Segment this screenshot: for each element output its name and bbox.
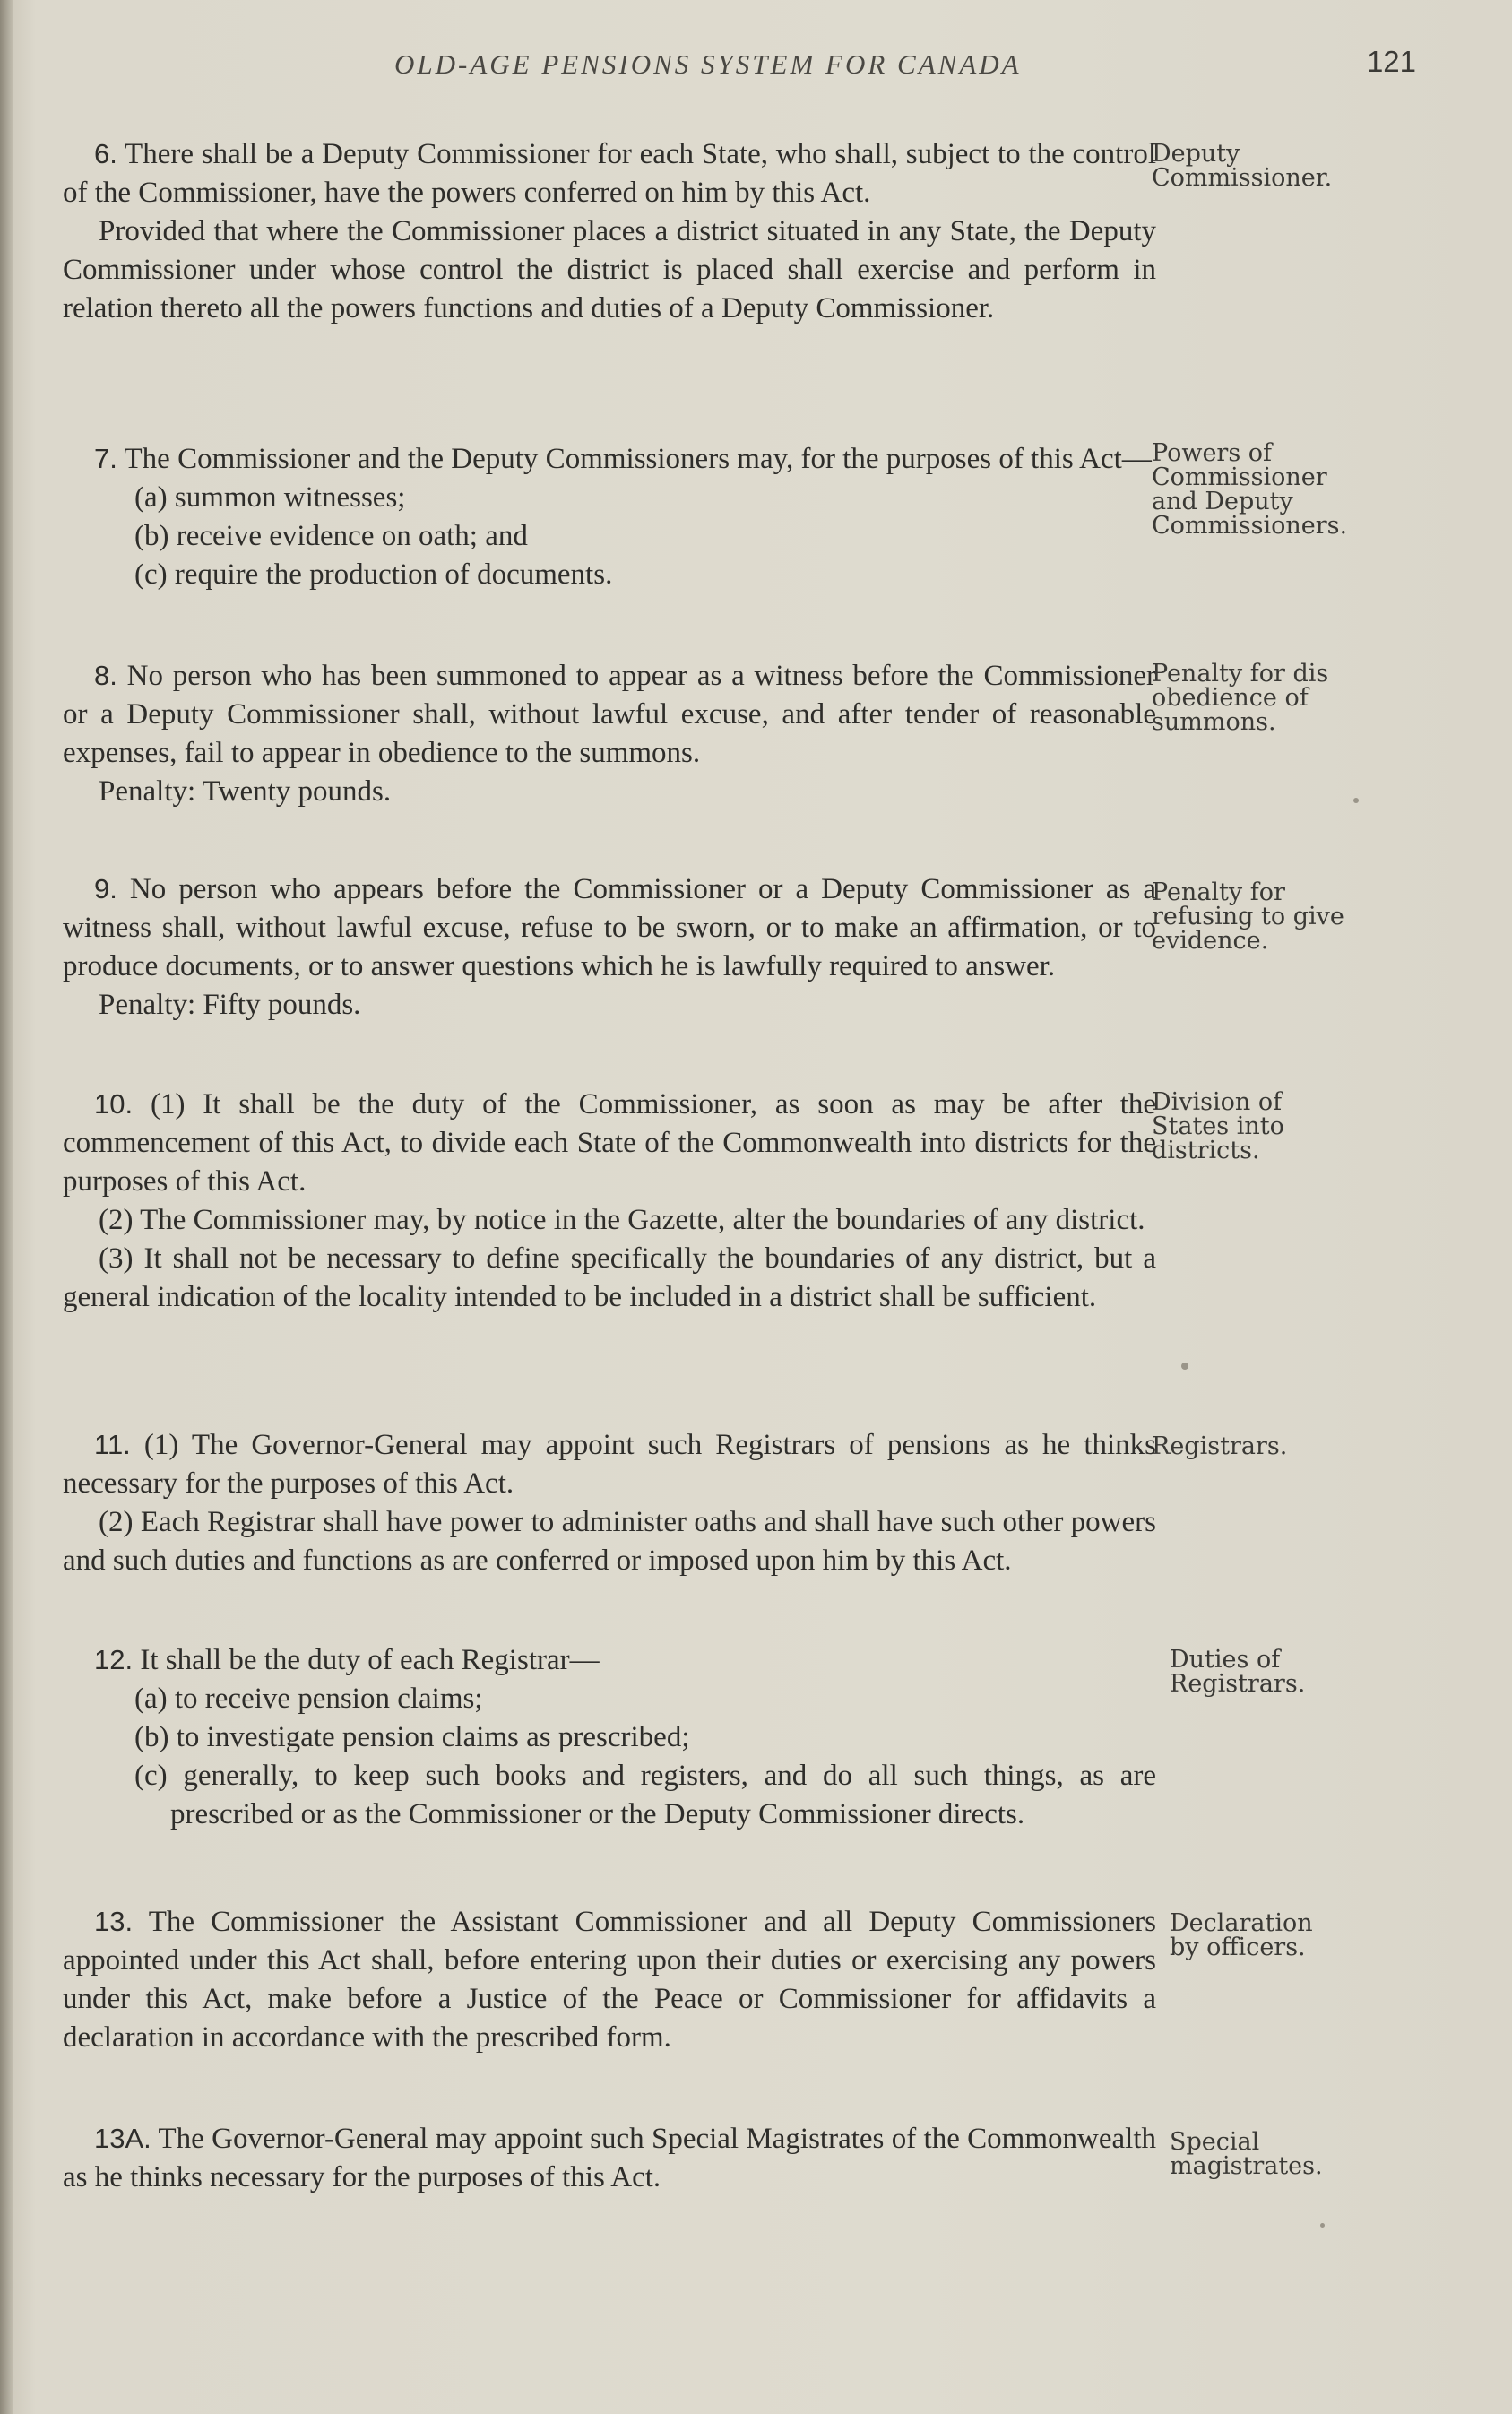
margin-note: Penalty for refusing to give evidence. [1152,878,1344,955]
section-body [63,1640,1156,1834]
section-paragraph: The Commissioner the Assistant Commissioner and all Deputy Commissioners appointed under this Act shall, before entering upon their duties or exercising any powers under this Act, make before a Justice of the Peace or Commissioner for affidavits a declaration in accordance with the prescribed form. [63,1906,1156,2054]
section-paragraph: Provided that where the Commissioner places a district situated in any State, the Deputy Commissioner under whose control the district is placed shall exercise and perform in relation thereto all the powers functions and duties of a Deputy Commissioner. [63,215,1156,324]
list-item: (b) receive evidence on oath; and [134,520,528,552]
margin-note: Deputy Commissioner. [1152,140,1333,192]
section-paragraph: It shall be the duty of each Registrar— [140,1644,600,1676]
margin-note: Penalty for dis obedience of summons. [1152,660,1329,736]
section-paragraph: The Governor-General may appoint such Special Magistrates of the Commonwealth as he thinks necessary for the purposes of this Act. [63,2123,1156,2193]
section-body [63,439,1156,594]
section-paragraph: There shall be a Deputy Commissioner for each State, who shall, subject to the control of the Commissioner, have the powers conferred on him by this Act. [63,138,1156,209]
page-header [54,45,1416,90]
page-number: 121 [1366,45,1416,78]
section-paragraph: (2) Each Registrar shall have power to administer oaths and shall have such other powers and such duties and functions as are conferred or imposed upon him by this Act. [63,1506,1156,1577]
section-paragraph: No person who appears before the Commissioner or a Deputy Commissioner as a witness shall, without lawful excuse, refuse to be sworn, or to make an affirmation, or to produce documents, or to answer questions which he is lawfully required to answer. [63,873,1156,982]
list-item: (a) summon witnesses; [134,481,406,514]
section-paragraph: (1) It shall be the duty of the Commissioner, as soon as may be after the commencement of this Act, to divide each State of the Commonwealth into districts for the purposes of this Act. [63,1088,1157,1198]
section-number: 9. [94,873,117,904]
section-number: 13. [94,1906,134,1937]
section-body [63,656,1156,811]
page-binding-edge [0,0,13,2414]
section-paragraph: (3) It shall not be necessary to define specifically the boundaries of any district, but a general indication of the locality intended to be included in a district shall be sufficient. [63,1242,1156,1313]
list-item: (c) generally, to keep such books and registers, and do all such things, as are prescribed or as the Commissioner or the Deputy Commissioner directs. [134,1760,1156,1830]
paper-speck [1320,2223,1325,2228]
section-body [63,870,1156,1025]
running-title: OLD-AGE PENSIONS SYSTEM FOR CANADA [394,48,1022,80]
list-item: (b) to investigate pension claims as prescribed; [134,1721,690,1753]
margin-note: Division of States into districts. [1152,1088,1284,1164]
paper-speck [1181,1363,1188,1370]
section-body [63,134,1156,328]
section-number: 10. [94,1088,134,1120]
section-number: 11. [94,1429,131,1460]
margin-note: Duties of Registrars. [1170,1646,1306,1698]
section-paragraph: (1) The Governor-General may appoint such Registrars of pensions as he thinks necessary for the purposes of this Act. [63,1429,1156,1500]
margin-note: Special magistrates. [1170,2128,1323,2180]
section-paragraph: The Commissioner and the Deputy Commissioners may, for the purposes of this Act— [124,443,1152,475]
list-item: (c) require the production of documents. [134,558,613,591]
section-paragraph: No person who has been summoned to appear as a witness before the Commissioner or a Deputy Commissioner shall, without lawful excuse, and after tender of reasonable expenses, fail to appear in obedience to the summons. [63,660,1156,769]
section-number: 13A. [94,2123,151,2154]
margin-note: Powers of Commissioner and Deputy Commissioners. [1152,439,1348,540]
penalty-line: Penalty: Fifty pounds. [99,989,361,1021]
section-body [63,1085,1156,1317]
section-number: 12. [94,1644,134,1675]
section-number: 6. [94,138,117,169]
paper-speck [1353,798,1359,803]
margin-note: Declaration by officers. [1170,1909,1313,1961]
list-item: (a) to receive pension claims; [134,1683,483,1715]
section-body [63,1425,1156,1580]
section-paragraph: (2) The Commissioner may, by notice in the Gazette, alter the boundaries of any district. [99,1204,1145,1236]
section-body [63,1902,1156,2057]
penalty-line: Penalty: Twenty pounds. [99,775,392,808]
margin-note: Registrars. [1152,1432,1288,1460]
section-number: 7. [94,443,117,474]
section-body [63,2119,1156,2197]
section-number: 8. [94,660,117,691]
